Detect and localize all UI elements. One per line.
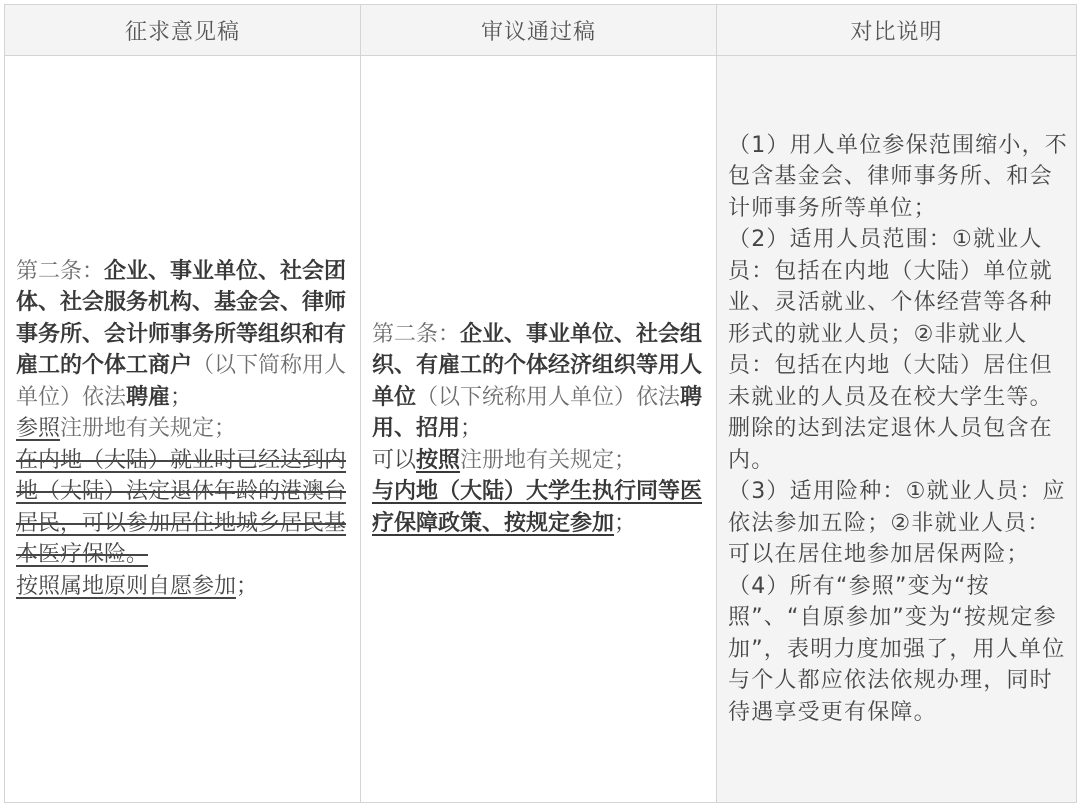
header-notes: 对比说明 xyxy=(717,5,1077,56)
header-draft: 征求意见稿 xyxy=(5,5,361,56)
header-approved: 审议通过稿 xyxy=(361,5,717,56)
approved-cell xyxy=(361,56,717,803)
draft-employer-list: 企业、事业单位、社会团体、社会服务机构、基金会、律师事务所、会计师事务所等组织和有雇工的个体工商户 xyxy=(16,258,347,379)
article-row xyxy=(5,56,1077,803)
draft-voluntary-end: ； xyxy=(236,573,259,599)
approved-ref-term: 按照 xyxy=(416,447,461,473)
approved-paren-note: （以下统称用人单位）依法 xyxy=(416,384,681,410)
note-3: （3）适用险种：①就业人员：应依法参加五险；②非就业人员：可以在居住地参加居保两险； xyxy=(728,479,1066,568)
notes-cell xyxy=(717,56,1077,803)
draft-voluntary-clause: 按照属地原则自愿参加 xyxy=(16,573,237,599)
approved-hire-end: ； xyxy=(460,416,483,442)
approved-students-clause: 与内地（大陆）大学生执行同等医疗保障政策、按规定参加 xyxy=(372,479,703,536)
draft-ref-term: 参照 xyxy=(16,416,61,442)
draft-cell xyxy=(5,56,361,803)
approved-article-label: 第二条： xyxy=(372,321,461,347)
draft-deleted-clause: 在内地（大陆）就业时已经达到内地（大陆）法定退休年龄的港澳台居民，可以参加居住地城乡居民基本医疗保险。 xyxy=(16,447,347,568)
approved-ref-pre: 可以 xyxy=(372,447,417,473)
draft-paren-note: （以下简称用人单位）依法 xyxy=(16,353,347,410)
approved-employer-list: 企业、事业单位、社会组织、有雇工的个体经济组织等用人单位 xyxy=(372,321,703,410)
note-1: （1）用人单位参保范围缩小，不包含基金会、律师事务所、和会计师事务所等单位； xyxy=(728,132,1068,221)
approved-ref-rest: 注册地有关规定； xyxy=(460,447,637,473)
draft-hire-term: 聘雇 xyxy=(126,384,171,410)
comparison-table xyxy=(4,4,1077,803)
approved-hire-term: 聘用、招用 xyxy=(372,384,703,442)
draft-hire-end: ； xyxy=(170,384,193,410)
draft-ref-rest: 注册地有关规定； xyxy=(60,416,237,442)
draft-article-label: 第二条： xyxy=(16,258,105,284)
note-4: （4）所有“参照”变为“按照”、“自原参加”变为“按规定参加”，表明力度加强了，用人单位与个人都应依法依规办理，同时待遇享受更有保障。 xyxy=(728,573,1066,725)
approved-students-end: ； xyxy=(614,510,637,536)
note-2: （2）适用人员范围：①就业人员：包括在内地（大陆）单位就业、灵活就业、个体经营等各种形式的就业人员；②非就业人员：包括在内地（大陆）居住但未就业的人员及在校大学生等。删除的达到法定退休人员包含在内。 xyxy=(728,227,1053,473)
header-row xyxy=(5,5,1077,56)
